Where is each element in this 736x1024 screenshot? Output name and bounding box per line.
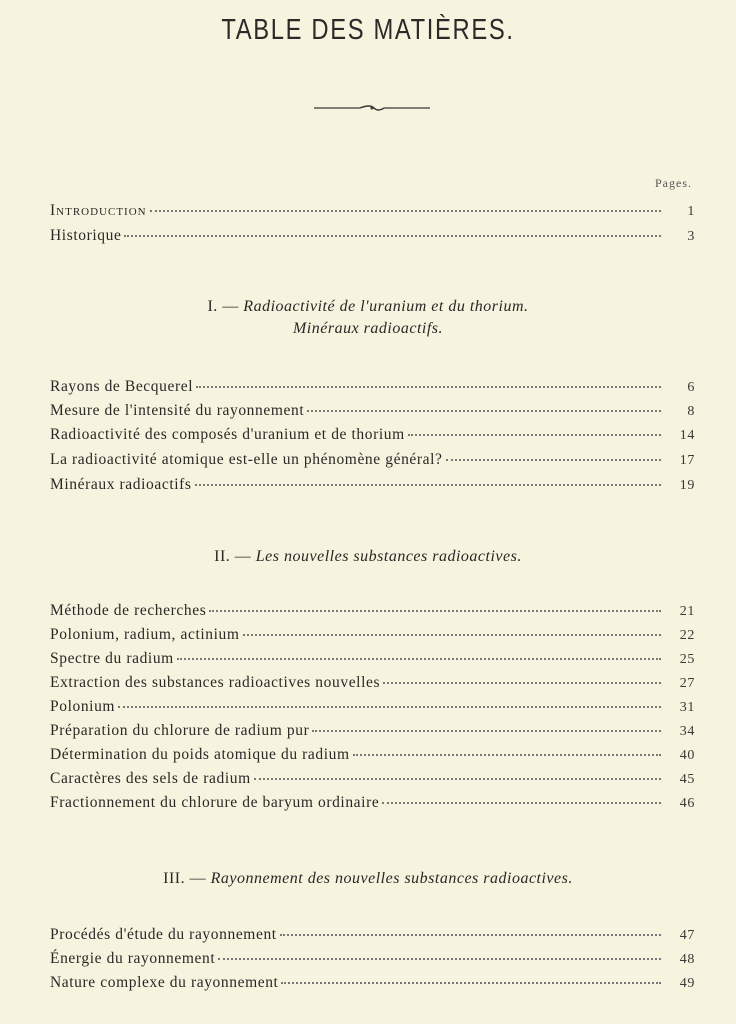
dot-leader: [281, 981, 661, 984]
toc-entry-historique[interactable]: [50, 227, 695, 249]
toc-entry-label: Introduction: [50, 202, 147, 219]
toc-entry[interactable]: [50, 476, 695, 498]
dot-leader: [150, 209, 661, 212]
toc-entry[interactable]: [50, 378, 695, 400]
toc-entry-page: 21: [679, 604, 695, 619]
section-title-line2: Minéraux radioactifs.: [292, 320, 444, 337]
toc-entry[interactable]: [50, 770, 695, 792]
toc-entry[interactable]: [50, 674, 695, 696]
dot-leader: [177, 657, 661, 660]
toc-entry-label: Nature complexe du rayonnement: [50, 974, 279, 991]
toc-entry-label: Caractères des sels de radium: [50, 770, 251, 787]
pages-column-label: Pages.: [655, 176, 692, 190]
toc-entry-label: La radioactivité atomique est-elle un phénomène général?: [50, 451, 443, 468]
toc-entry-page: 22: [679, 628, 695, 643]
toc-entry[interactable]: [50, 426, 695, 448]
toc-entry-label: Énergie du rayonnement: [50, 950, 216, 967]
toc-entry[interactable]: [50, 950, 695, 972]
toc-entry-page: 45: [679, 772, 695, 787]
section-heading-2: [0, 548, 736, 566]
toc-entry[interactable]: [50, 746, 695, 768]
toc-entry-page: 46: [679, 796, 695, 811]
toc-entry-label: Radioactivité des composés d'uranium et de thorium: [50, 426, 405, 443]
toc-entry-page: 1: [687, 204, 695, 219]
toc-entry-label: Polonium, radium, actinium: [50, 626, 240, 643]
toc-entry-label: Extraction des substances radioactives nouvelles: [50, 674, 381, 691]
toc-entry-label: Spectre du radium: [50, 650, 174, 667]
dot-leader: [312, 729, 661, 732]
toc-entry[interactable]: [50, 722, 695, 744]
dot-leader: [118, 705, 661, 708]
toc-entry-label: Historique: [50, 227, 122, 244]
ornament-divider-icon: [312, 100, 432, 114]
toc-entry-label: Rayons de Becquerel: [50, 378, 194, 395]
dot-leader: [209, 609, 661, 612]
toc-entry-page: 17: [679, 453, 695, 468]
toc-entry[interactable]: [50, 451, 695, 473]
section-number: I. —: [207, 298, 239, 315]
toc-entry[interactable]: [50, 698, 695, 720]
toc-entry-label: Méthode de recherches: [50, 602, 207, 619]
toc-entry[interactable]: [50, 626, 695, 648]
dot-leader: [307, 409, 661, 412]
dot-leader: [383, 681, 661, 684]
toc-entry[interactable]: [50, 602, 695, 624]
toc-entry[interactable]: [50, 402, 695, 424]
toc-entry-label: Mesure de l'intensité du rayonnement: [50, 402, 305, 419]
toc-entry-page: 6: [687, 380, 695, 395]
section-number: II. —: [214, 548, 252, 565]
section-title: Rayonnement des nouvelles substances radioactives.: [210, 870, 573, 887]
toc-entry[interactable]: [50, 650, 695, 672]
dot-leader: [195, 483, 661, 486]
section-heading-3: [0, 870, 736, 888]
toc-entry-page: 25: [679, 652, 695, 667]
toc-entry-page: 34: [679, 724, 695, 739]
dot-leader: [382, 801, 661, 804]
dot-leader: [218, 957, 661, 960]
dot-leader: [254, 777, 661, 780]
toc-entry-label: Polonium: [50, 698, 116, 715]
toc-entry-page: 19: [679, 478, 695, 493]
toc-entry-introduction[interactable]: [50, 202, 695, 224]
section-heading-1: [0, 298, 736, 338]
toc-entry[interactable]: [50, 974, 695, 996]
dot-leader: [124, 234, 661, 237]
dot-leader: [353, 753, 661, 756]
toc-entry-page: 27: [679, 676, 695, 691]
section-title: Radioactivité de l'uranium et du thorium.: [243, 298, 529, 315]
toc-entry-page: 49: [679, 976, 695, 991]
toc-entry-label: Minéraux radioactifs: [50, 476, 192, 493]
dot-leader: [280, 933, 661, 936]
toc-entry-label: Préparation du chlorure de radium pur: [50, 722, 310, 739]
toc-entry-label: Détermination du poids atomique du radium: [50, 746, 350, 763]
toc-entry-page: 40: [679, 748, 695, 763]
section-title: Les nouvelles substances radioactives.: [255, 548, 522, 565]
dot-leader: [446, 458, 661, 461]
toc-entry-page: 31: [679, 700, 695, 715]
page-title: TABLE DES MATIÈRES.: [221, 14, 515, 46]
toc-entry-page: 48: [679, 952, 695, 967]
toc-entry[interactable]: [50, 926, 695, 948]
toc-entry-label: Fractionnement du chlorure de baryum ordinaire: [50, 794, 380, 811]
toc-entry[interactable]: [50, 794, 695, 816]
toc-entry-page: 3: [687, 229, 695, 244]
toc-entry-page: 14: [679, 428, 695, 443]
toc-entry-page: 8: [687, 404, 695, 419]
toc-entry-label: Procédés d'étude du rayonnement: [50, 926, 277, 943]
toc-entry-page: 47: [679, 928, 695, 943]
dot-leader: [196, 385, 661, 388]
section-number: III. —: [163, 870, 207, 887]
dot-leader: [243, 633, 661, 636]
dot-leader: [408, 433, 661, 436]
